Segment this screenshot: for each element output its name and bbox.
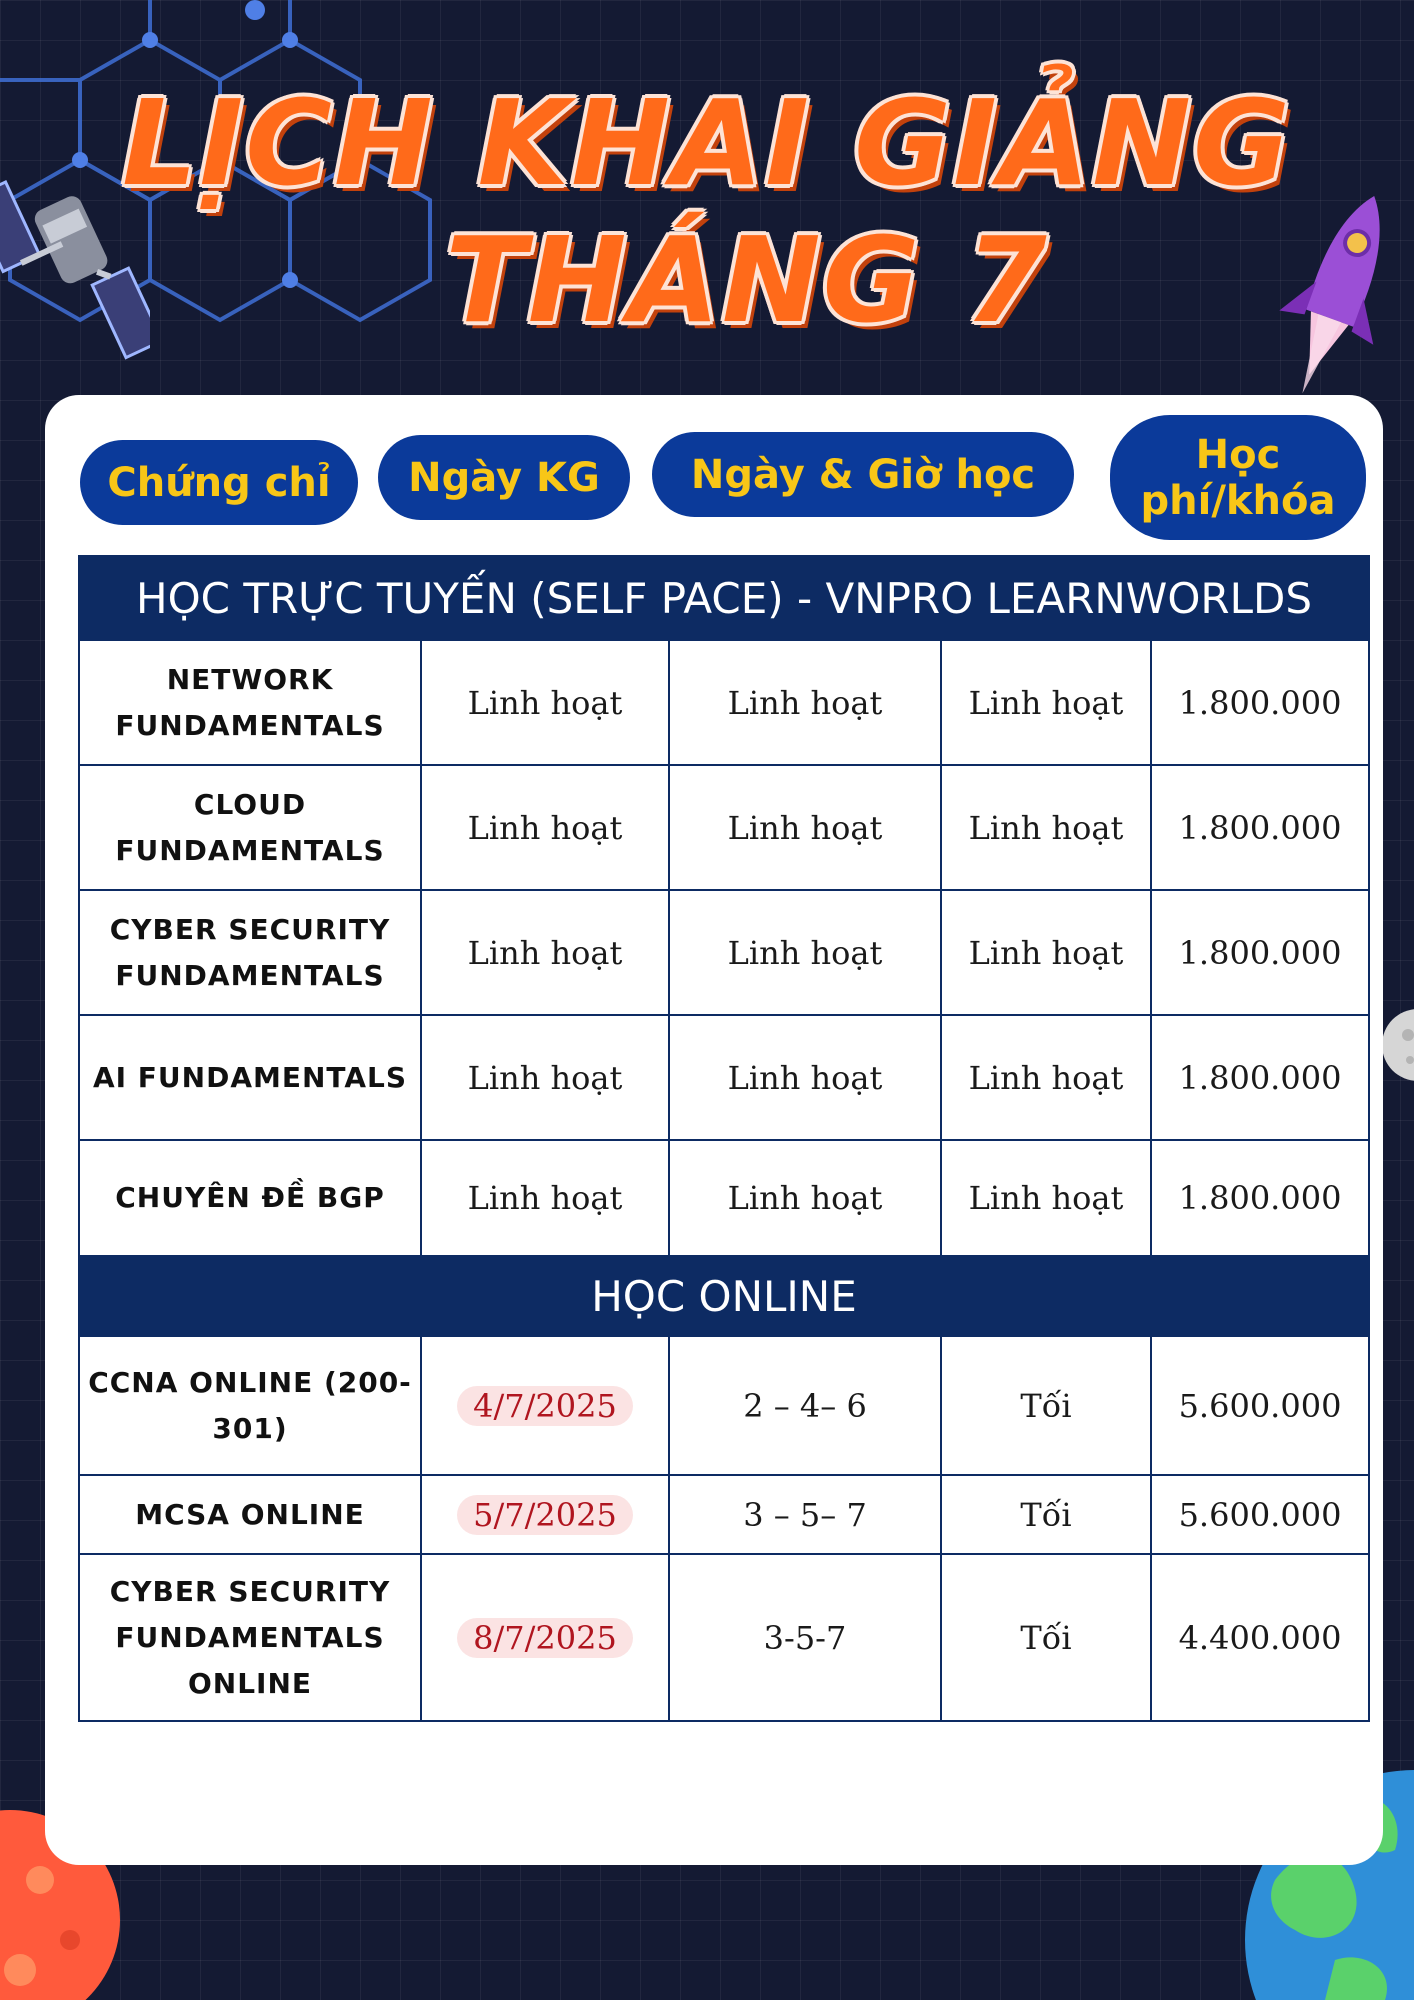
start-date-cell xyxy=(421,1336,669,1475)
course-name: CYBER SECURITY FUNDAMENTALS ONLINE xyxy=(79,1554,421,1721)
moon-icon xyxy=(1378,1005,1414,1085)
start-date-highlight: 4/7/2025 xyxy=(457,1386,633,1426)
days-cell: 3-5-7 xyxy=(669,1554,941,1721)
page-title-line1: LỊCH KHAI GIẢNG xyxy=(122,74,1292,212)
days-cell: Linh hoạt xyxy=(669,640,941,765)
course-name: MCSA ONLINE xyxy=(79,1475,421,1554)
time-cell: Linh hoạt xyxy=(941,1015,1151,1140)
start-date-cell: Linh hoạt xyxy=(421,1015,669,1140)
fee-cell: 1.800.000 xyxy=(1151,765,1369,890)
time-cell: Linh hoạt xyxy=(941,765,1151,890)
fee-cell: 1.800.000 xyxy=(1151,1140,1369,1256)
course-name: CHUYÊN ĐỀ BGP xyxy=(79,1140,421,1256)
header-pill-start-date: Ngày KG xyxy=(378,435,630,520)
course-name: CYBER SECURITY FUNDAMENTALS xyxy=(79,890,421,1015)
start-date-cell: Linh hoạt xyxy=(421,640,669,765)
days-cell: Linh hoạt xyxy=(669,890,941,1015)
days-cell: 2 – 4– 6 xyxy=(669,1336,941,1475)
table-row xyxy=(79,890,1369,1015)
fee-cell: 1.800.000 xyxy=(1151,640,1369,765)
start-date-cell xyxy=(421,1554,669,1721)
course-name: AI FUNDAMENTALS xyxy=(79,1015,421,1140)
header-pill-fee: Học phí/khóa xyxy=(1110,415,1366,540)
fee-cell: 4.400.000 xyxy=(1151,1554,1369,1721)
start-date-highlight: 8/7/2025 xyxy=(457,1618,633,1658)
days-cell: Linh hoạt xyxy=(669,765,941,890)
table-row xyxy=(79,1475,1369,1554)
days-cell: 3 – 5– 7 xyxy=(669,1475,941,1554)
table-row xyxy=(79,1336,1369,1475)
section-header-row xyxy=(79,1256,1369,1336)
course-name: CLOUD FUNDAMENTALS xyxy=(79,765,421,890)
table-row xyxy=(79,1140,1369,1256)
section-title-self-pace: HỌC TRỰC TUYẾN (SELF PACE) - VNPRO LEARNWORLDS xyxy=(79,556,1369,640)
start-date-highlight: 5/7/2025 xyxy=(457,1495,633,1535)
table-row xyxy=(79,1554,1369,1721)
start-date-cell xyxy=(421,1475,669,1554)
days-cell: Linh hoạt xyxy=(669,1015,941,1140)
table-row xyxy=(79,640,1369,765)
time-cell: Tối xyxy=(941,1475,1151,1554)
course-name: NETWORK FUNDAMENTALS xyxy=(79,640,421,765)
time-cell: Linh hoạt xyxy=(941,890,1151,1015)
days-cell: Linh hoạt xyxy=(669,1140,941,1256)
start-date-cell: Linh hoạt xyxy=(421,1140,669,1256)
table-row xyxy=(79,765,1369,890)
time-cell: Linh hoạt xyxy=(941,1140,1151,1256)
fee-cell: 1.800.000 xyxy=(1151,1015,1369,1140)
time-cell: Tối xyxy=(941,1336,1151,1475)
course-name: CCNA ONLINE (200-301) xyxy=(79,1336,421,1475)
table-row xyxy=(79,1015,1369,1140)
header-pill-cert: Chứng chỉ xyxy=(80,440,358,525)
fee-cell: 1.800.000 xyxy=(1151,890,1369,1015)
section-title-online: HỌC ONLINE xyxy=(79,1256,1369,1336)
time-cell: Linh hoạt xyxy=(941,640,1151,765)
header-pill-schedule: Ngày & Giờ học xyxy=(652,432,1074,517)
page-title-line2: THÁNG 7 xyxy=(445,211,1049,349)
start-date-cell: Linh hoạt xyxy=(421,890,669,1015)
fee-cell: 5.600.000 xyxy=(1151,1475,1369,1554)
fee-cell: 5.600.000 xyxy=(1151,1336,1369,1475)
section-header-row xyxy=(79,556,1369,640)
time-cell: Tối xyxy=(941,1554,1151,1721)
start-date-cell: Linh hoạt xyxy=(421,765,669,890)
schedule-table xyxy=(78,555,1370,1722)
